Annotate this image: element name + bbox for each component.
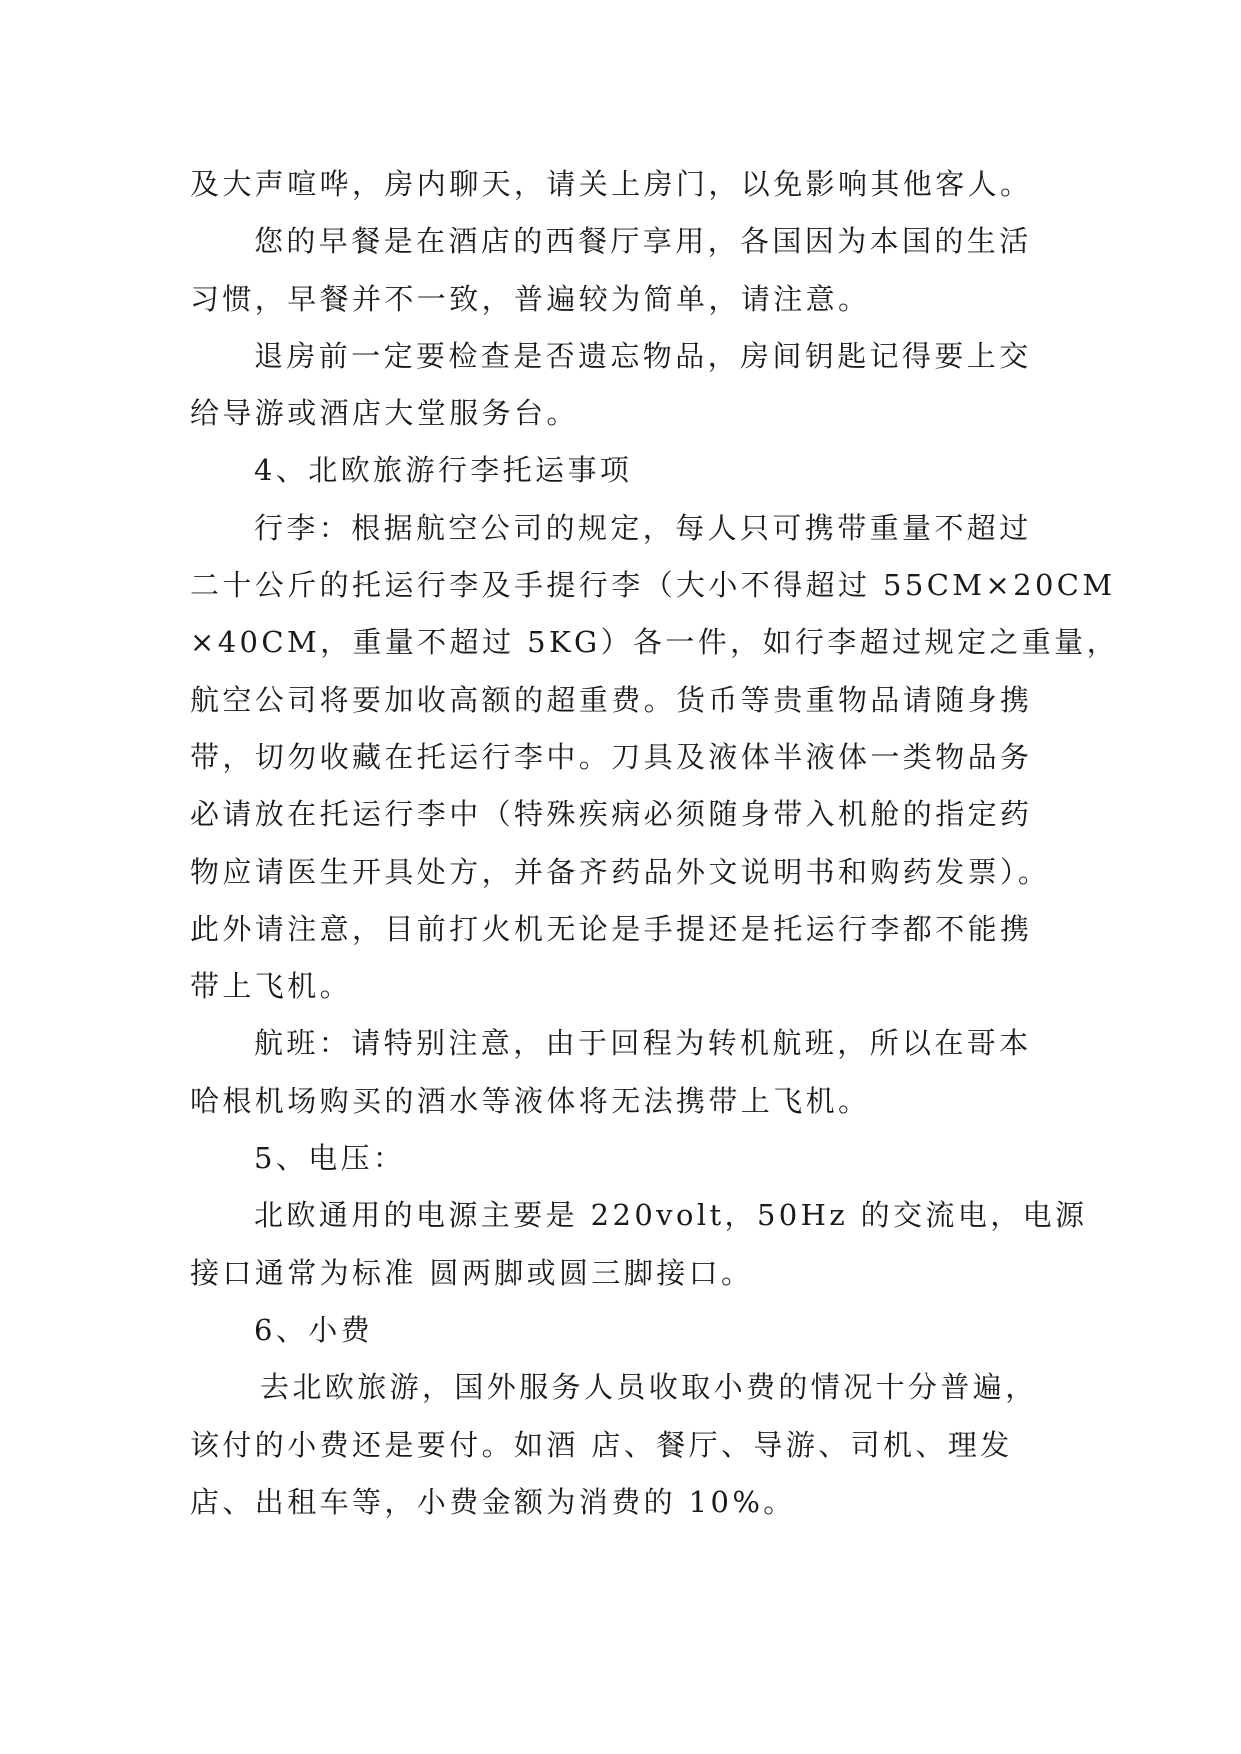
paragraph-line: 哈根机场购买的酒水等液体将无法携带上飞机。 bbox=[190, 1083, 871, 1118]
paragraph-line: 您的早餐是在酒店的西餐厅享用，各国因为本国的生活 bbox=[254, 224, 1032, 259]
paragraph-line: 行李：根据航空公司的规定，每人只可携带重量不超过 bbox=[254, 510, 1032, 545]
paragraph-line: 习惯，早餐并不一致，普遍较为简单，请注意。 bbox=[190, 281, 871, 316]
paragraph-line: 及大声喧哗，房内聊天，请关上房门，以免影响其他客人。 bbox=[190, 167, 1033, 201]
document-body bbox=[190, 156, 1119, 1531]
paragraph-line: 该付的小费还是要付。如酒 店、餐厅、导游、司机、理发 bbox=[190, 1427, 1013, 1462]
paragraph-line: 航班：请特别注意，由于回程为转机航班，所以在哥本 bbox=[254, 1026, 1032, 1061]
paragraph-line: 给导游或酒店大堂服务台。 bbox=[190, 396, 579, 431]
paragraph-line: 店、出租车等，小费金额为消费的 10%。 bbox=[190, 1484, 796, 1519]
paragraph-line: 去北欧旅游，国外服务人员收取小费的情况十分普遍， bbox=[260, 1370, 1038, 1405]
paragraph-line: 接口通常为标准 圆两脚或圆三脚接口。 bbox=[190, 1255, 754, 1290]
paragraph-line: 物应请医生开具处方，并备齐药品外文说明书和购药发票）。 bbox=[190, 854, 1051, 889]
paragraph-line: 退房前一定要检查是否遗忘物品，房间钥匙记得要上交 bbox=[254, 338, 1032, 373]
section-heading-voltage: 5、电压： bbox=[254, 1141, 406, 1176]
paragraph-line: 带，切勿收藏在托运行李中。刀具及液体半液体一类物品务 bbox=[190, 739, 1033, 774]
section-heading-tips: 6、小费 bbox=[254, 1312, 374, 1347]
paragraph-line: 必请放在托运行李中（特殊疾病必须随身带入机舱的指定药 bbox=[190, 797, 1033, 832]
paragraph-line: ×40CM，重量不超过 5KG）各一件，如行李超过规定之重量， bbox=[190, 625, 1119, 660]
paragraph-line: 此外请注意，目前打火机无论是手提还是托运行李都不能携 bbox=[190, 911, 1033, 946]
paragraph-line: 带上飞机。 bbox=[190, 969, 353, 1004]
section-heading-luggage: 4、北欧旅游行李托运事项 bbox=[254, 453, 633, 488]
paragraph-line: 二十公斤的托运行李及手提行李（大小不得超过 55CM×20CM bbox=[190, 568, 1116, 603]
paragraph-line: 北欧通用的电源主要是 220volt，50Hz 的交流电，电源 bbox=[254, 1198, 1088, 1233]
paragraph-line: 航空公司将要加收高额的超重费。货币等贵重物品请随身携 bbox=[190, 682, 1033, 717]
